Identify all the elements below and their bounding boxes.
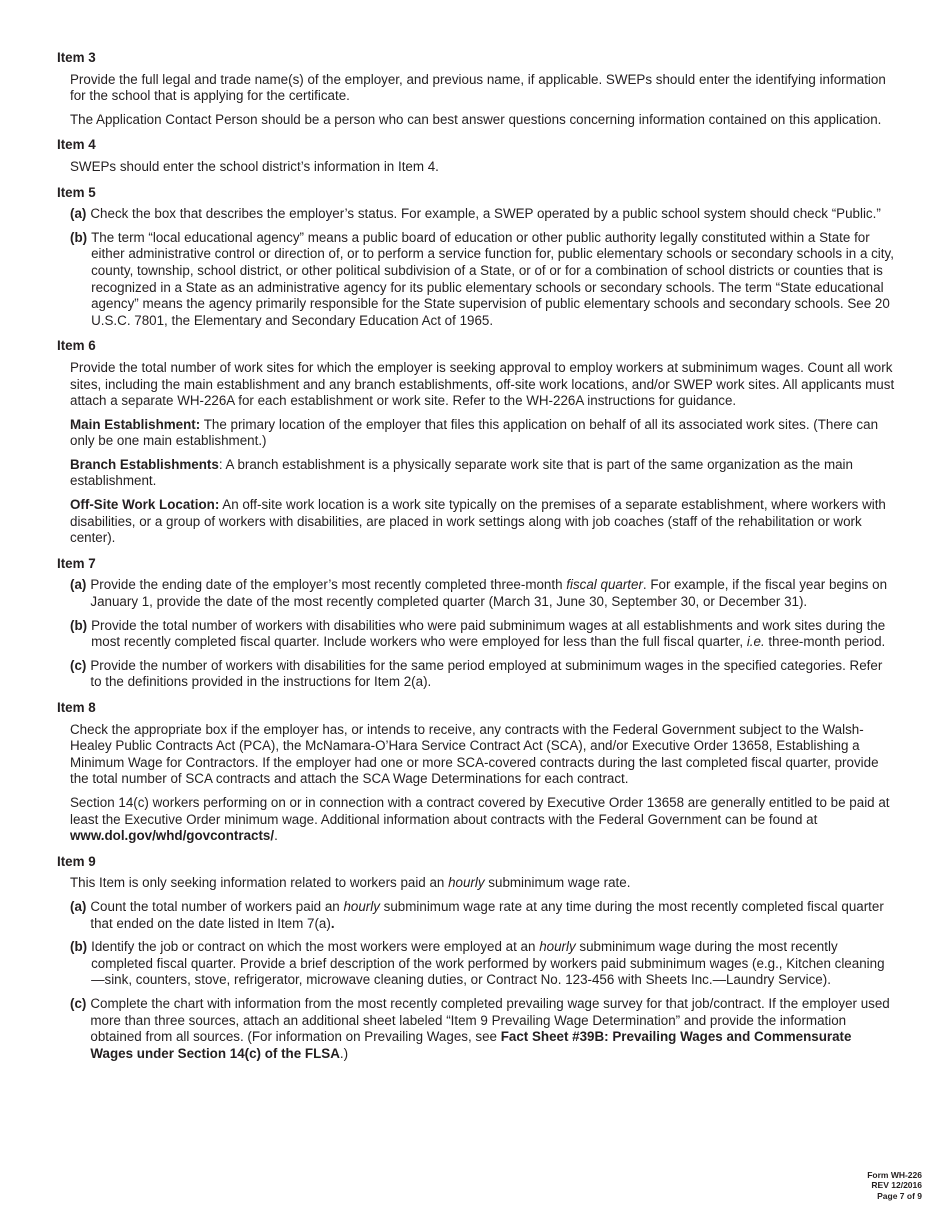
main-establishment-definition: The primary location of the employer that files this application on behalf of all its associated work sites. (There can only be one main establishment.) [70, 416, 879, 449]
item-8-section [57, 700, 895, 845]
item-8-paragraph-2 [70, 795, 895, 845]
item-5-a-label: (a) [70, 206, 87, 222]
item-6-section [57, 338, 895, 547]
item-7-a-text-part-1: Provide the ending date of the employer’s most recently completed three-month [90, 577, 567, 593]
form-footer [867, 1170, 922, 1201]
item-5-sub-a [70, 206, 895, 223]
item-7-b-text-part-1: Provide the total number of workers with disabilities who were paid subminimum wages at all establishments and work sites during the most recently completed fiscal quarter. Include workers who were employed for less than the full fiscal quarter, [91, 617, 886, 650]
item-9-section [57, 854, 895, 1063]
item-6-off-site-work-location [70, 497, 895, 547]
item-9-intro-part-1: This Item is only seeking information related to workers paid an [70, 875, 449, 891]
branch-establishments-term: Branch Establishments [70, 456, 219, 472]
item-5-b-label: (b) [70, 229, 88, 245]
item-9-a-text-end: . [330, 915, 335, 931]
item-4-section [57, 137, 895, 175]
item-3-paragraph-2: The Application Contact Person should be a person who can best answer questions concerning information contained on this application. [70, 111, 882, 127]
item-9-b-text-part-2: subminimum wage during the most recently completed fiscal quarter. Provide a brief description of the work performed by workers paid subminimum wages (e.g., Kitchen cleaning—sink, counters, stove, refrigerator, microwave cleaning duties, or Contract No. 123-456 with Sheets Inc.—Laundry Service). [91, 939, 885, 988]
item-9-intro [70, 875, 895, 892]
item-6-main-establishment [70, 417, 895, 450]
item-9-sub-a [70, 899, 895, 932]
item-8-paragraph-2-end: . [274, 828, 278, 844]
item-9-c-text [90, 996, 895, 1062]
off-site-work-location-definition: An off-site work location is a work site typically on the premises of a separate establishment, where workers with disabilities, or a group of workers with disabilities, are placed in work settings along with job coaches (staff of the rehabilitation or work center). [70, 497, 886, 546]
item-3-paragraph-1: Provide the full legal and trade name(s) of the employer, and previous name, if applicable. SWEPs should enter the identifying information for the school that is applying for the certificate. [70, 71, 886, 104]
item-7-c-label: (c) [70, 657, 87, 673]
item-3-section [57, 50, 895, 128]
item-6-title: Item 6 [57, 338, 96, 354]
instructions-page [57, 50, 895, 1062]
item-7-a-text [90, 577, 895, 610]
item-9-a-italic-term: hourly [343, 898, 380, 914]
item-4-title: Item 4 [57, 137, 96, 153]
item-5-b-text: The term “local educational agency” means a public board of education or other public authority legally constituted within a State for either administrative control or direction of, or to perform a service function for, public elementary schools or secondary schools in a city, county, township, school district, or other political subdivision of a State, or of or for a combination of school districts or counties that is recognized in a State as an administrative agency for its public elementary schools or secondary schools. The term “State educational agency” means the agency primarily responsible for the State supervision of public elementary schools and secondary schools. See 20 U.S.C. 7801, the Elementary and Secondary Education Act of 1965. [91, 229, 894, 328]
item-7-title: Item 7 [57, 555, 96, 571]
item-6-branch-establishments [70, 457, 895, 490]
item-8-paragraph-2-text: Section 14(c) workers performing on or in connection with a contract covered by Executive Order 13658 are generally entitled to be paid at least the Executive Order minimum wage. Additional information about contracts with the Federal Government can be found at [70, 794, 890, 827]
item-9-title: Item 9 [57, 853, 96, 869]
page-number: Page 7 of 9 [877, 1190, 922, 1201]
item-9-a-text-part-1: Count the total number of workers paid an [90, 898, 344, 914]
item-9-a-text-part-2: subminimum wage rate at any time during the most recently completed fiscal quarter that ended on the date listed in Item 7(a) [90, 898, 884, 931]
item-7-a-italic-term: fiscal quarter [566, 577, 643, 593]
item-4-paragraph-1: SWEPs should enter the school district’s information in Item 4. [70, 158, 439, 174]
form-number: Form WH-226 [867, 1170, 922, 1180]
branch-establishments-definition: : A branch establishment is a physically separate work site that is part of the same organization as the main establishment. [70, 456, 853, 489]
item-9-c-text-end: .) [339, 1045, 349, 1061]
item-7-section [57, 556, 895, 691]
item-7-sub-b [70, 618, 895, 651]
item-7-sub-a [70, 577, 895, 610]
item-9-a-label: (a) [70, 898, 87, 914]
item-9-sub-c [70, 996, 895, 1062]
item-9-b-label: (b) [70, 939, 88, 955]
item-9-b-text [91, 939, 895, 989]
item-9-b-text-part-1: Identify the job or contract on which the most workers were employed at an [91, 939, 540, 955]
item-7-b-text [91, 618, 895, 651]
item-7-a-label: (a) [70, 577, 87, 593]
item-7-b-text-part-2: three-month period. [764, 634, 886, 650]
govcontracts-link[interactable]: www.dol.gov/whd/govcontracts/ [70, 828, 275, 844]
item-9-c-text-part-1: Complete the chart with information from the most recently completed prevailing wage survey for that job/contract. If the employer used more than three sources, attach an additional sheet labeled “Item 9 Prevailing Wage Determination” and provide the information obtained from all sources. (For information on Prevailing Wages, see [90, 995, 890, 1045]
item-8-paragraph-1: Check the appropriate box if the employer has, or intends to receive, any contracts with the Federal Government subject to the Walsh-Healey Public Contracts Act (PCA), the McNamara-O’Hara Service Contract Act (SCA), and/or Executive Order 13658, Establishing a Minimum Wage for Contractors. If the employer had one or more SCA-covered contracts during the last completed fiscal quarter, provide the total number of SCA contracts and attach the SCA Wage Determinations for each contract. [70, 721, 879, 787]
item-9-sub-b [70, 939, 895, 989]
item-6-paragraph-1: Provide the total number of work sites for which the employer is seeking approval to employ workers at subminimum wages. Count all work sites, including the main establishment and any branch establishments, off-site work locations, and/or SWEP work sites. All applicants must attach a separate WH-226A for each establishment or work site. Refer to the WH-226A instructions for guidance. [70, 359, 895, 409]
item-5-title: Item 5 [57, 184, 96, 200]
item-7-b-label: (b) [70, 617, 88, 633]
item-7-c-text: Provide the number of workers with disabilities for the same period employed at subminimum wages in the specified categories. Refer to the definitions provided in the instructions for Item 2(a). [90, 657, 883, 690]
item-7-sub-c [70, 658, 895, 691]
item-8-title: Item 8 [57, 700, 96, 715]
fact-sheet-39b-reference: Fact Sheet #39B: Prevailing Wages and Commensurate Wages under Section 14(c) of the FLSA [90, 1029, 852, 1061]
item-5-section [57, 185, 895, 330]
item-5-a-text: Check the box that describes the employer’s status. For example, a SWEP operated by a public school system should check “Public.” [90, 206, 881, 222]
item-9-b-italic-term: hourly [539, 939, 576, 955]
item-7-b-italic-term: i.e. [746, 634, 765, 650]
item-9-intro-italic-term: hourly [448, 875, 485, 891]
item-9-a-text [90, 899, 895, 932]
form-revision: REV 12/2016 [871, 1180, 922, 1191]
item-7-a-text-part-2: . For example, if the fiscal year begins on January 1, provide the date of the most recently completed quarter (March 31, June 30, September 30, or December 31). [90, 577, 888, 610]
main-establishment-term: Main Establishment: [70, 416, 201, 432]
item-9-intro-part-2: subminimum wage rate. [484, 875, 631, 891]
item-9-c-label: (c) [70, 995, 87, 1011]
item-5-sub-b [70, 230, 895, 330]
off-site-work-location-term: Off-Site Work Location: [70, 497, 220, 513]
item-3-title: Item 3 [57, 50, 96, 65]
